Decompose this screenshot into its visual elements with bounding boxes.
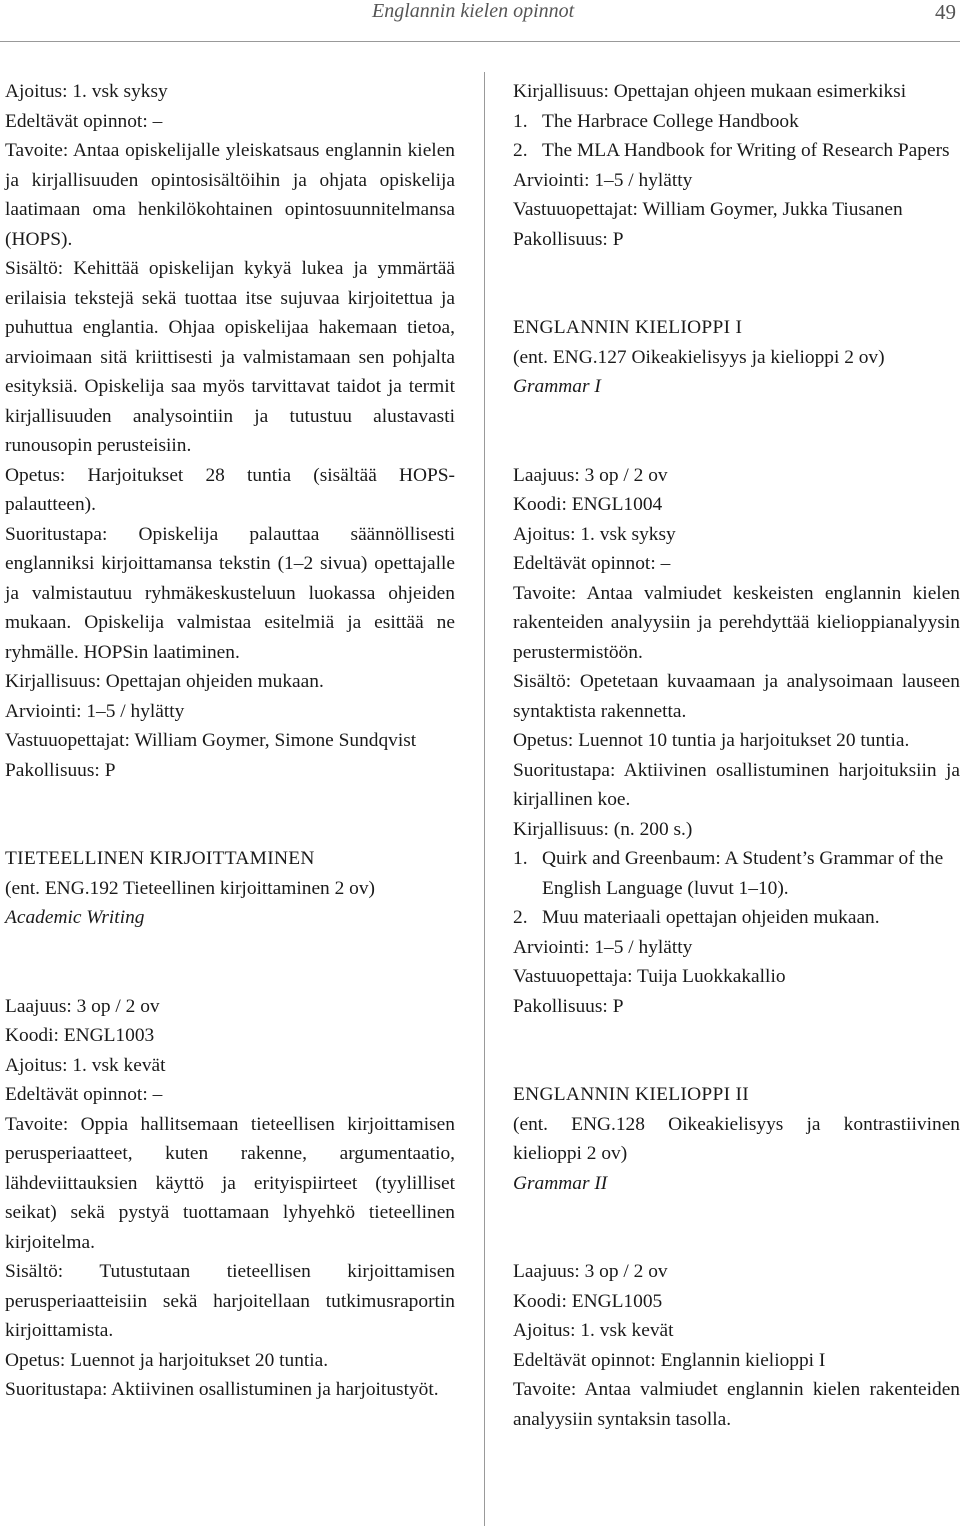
tavoite-field — [5, 136, 455, 254]
koodi-field — [5, 1021, 455, 1051]
sisalto-field — [5, 1257, 455, 1346]
list-number: 1. — [513, 110, 528, 132]
vastuuopettaja-field — [513, 962, 960, 992]
koodi-field — [513, 490, 960, 520]
field-value: Opiskelija palauttaa säännöllisesti englanniksi kirjoittamansa tekstin (1–2 sivua) opettajalle ja valmistautuu ryhmäkeskusteluun luokassa ohjeiden mukaan. Opiskelija valmistaa esitelmiä ja esittää ne ryhmälle. HOPSin laatiminen. — [5, 523, 455, 663]
field-label: Pakollisuus: — [513, 228, 608, 250]
field-value: Kehittää opiskelijan kykyä lukea ja ymmärtää erilaisia tekstejä sekä tuottaa itse sujuvaa kirjoitettua ja puhuttua englantia. Ohjaa opiskelijaa hakemaan tietoa, arvioimaan sitä kriittisesti ja valmistamaan sen pohjalta esityksiä. Opiskelija saa myös tarvittavat taidot ja termit kirjallisuuden analysointiin ja tutustuu alustavasti runousopin perusteisiin. — [5, 258, 455, 456]
field-label: Suoritustapa: — [5, 523, 108, 545]
arviointi-field — [513, 166, 960, 196]
field-value: 3 op / 2 ov — [584, 1261, 668, 1282]
column-divider — [484, 72, 485, 1526]
field-value: – — [152, 1084, 163, 1105]
field-value: 1. vsk kevät — [72, 1054, 166, 1076]
field-label: Pakollisuus: — [5, 759, 100, 781]
opetus-field — [5, 1346, 455, 1376]
vastuuopettajat-field — [5, 726, 455, 756]
field-label: Kirjallisuus: — [5, 671, 101, 692]
literature-item-text: The Harbrace College Handbook — [542, 110, 799, 132]
spacer — [5, 933, 455, 992]
opetus-field — [513, 726, 960, 756]
field-label: Tavoite: — [5, 1113, 69, 1135]
field-label: Laajuus: — [5, 995, 72, 1017]
tavoite-field — [513, 579, 960, 668]
field-label: Edeltävät opinnot: — [5, 110, 148, 132]
pakollisuus-field — [513, 225, 960, 255]
field-value: 1–5 / hylätty — [86, 700, 185, 722]
field-value: 1. vsk syksy — [580, 523, 676, 545]
literature-item-text: Muu materiaali opettajan ohjeiden mukaan. — [542, 907, 880, 928]
field-label: Ajoitus: — [513, 1320, 576, 1341]
field-value: Harjoitukset 28 tuntia (sisältää HOPS-palautteen). — [5, 464, 455, 515]
field-label: Ajoitus: — [5, 1054, 68, 1076]
literature-item — [513, 136, 960, 166]
field-label: Opetus: — [513, 730, 574, 751]
laajuus-field — [513, 1257, 960, 1287]
field-label: Ajoitus: — [513, 523, 576, 545]
field-value: – — [152, 110, 163, 132]
course-title: ENGLANNIN KIELIOPPI I — [513, 317, 743, 338]
edeltavat-field — [513, 1346, 960, 1376]
field-value: Luennot 10 tuntia ja harjoitukset 20 tuntia. — [578, 730, 910, 751]
field-value: 1. vsk kevät — [580, 1320, 674, 1341]
field-value: ENGL1003 — [63, 1025, 155, 1046]
field-label: Arviointi: — [513, 936, 590, 958]
spacer — [513, 254, 960, 313]
kirjallisuus-field — [5, 667, 455, 697]
tavoite-field — [5, 1110, 455, 1258]
ajoitus-field — [5, 77, 455, 107]
field-value: 3 op / 2 ov — [76, 995, 160, 1017]
field-value: – — [660, 553, 671, 574]
list-number: 2. — [513, 907, 528, 928]
laajuus-field — [5, 992, 455, 1022]
field-value: Opettajan ohjeiden mukaan. — [105, 671, 324, 692]
field-label: Koodi: — [513, 494, 567, 515]
laajuus-field — [513, 461, 960, 491]
field-label: Edeltävät opinnot: — [5, 1084, 148, 1105]
right-column — [513, 77, 960, 1434]
suoritustapa-field — [513, 756, 960, 815]
field-value: (n. 200 s.) — [613, 818, 693, 840]
field-value: Opetetaan kuvaamaan ja analysoimaan lauseen syntaktista rakennetta. — [513, 671, 960, 722]
field-value: P — [104, 759, 116, 781]
arviointi-field — [5, 697, 455, 727]
vastuuopettajat-field — [513, 195, 960, 225]
opetus-field — [5, 461, 455, 520]
field-label: Opetus: — [5, 1349, 66, 1371]
field-label: Tavoite: — [5, 140, 69, 161]
course-english-name: Grammar I — [513, 376, 601, 397]
field-value: Englannin kielioppi I — [660, 1349, 826, 1371]
field-value: Aktiivinen osallistuminen harjoituksiin ja kirjallinen koe. — [513, 759, 960, 810]
course-former-code: (ent. ENG.128 Oikeakielisyys ja kontrastiivinen kielioppi 2 ov) — [513, 1113, 960, 1164]
field-label: Tavoite: — [513, 582, 577, 604]
literature-item — [513, 844, 960, 903]
field-label: Arviointi: — [5, 700, 82, 722]
field-value: 1–5 / hylätty — [594, 169, 693, 191]
field-label: Laajuus: — [513, 1261, 580, 1282]
kirjallisuus-field — [513, 815, 960, 845]
field-label: Opetus: — [5, 464, 66, 486]
field-label: Vastuuopettajat: — [513, 199, 638, 220]
course-english-name: Academic Writing — [5, 907, 145, 928]
field-label: Tavoite: — [513, 1379, 577, 1400]
field-label: Edeltävät opinnot: — [513, 553, 656, 574]
field-label: Koodi: — [513, 1290, 567, 1312]
field-label: Laajuus: — [513, 464, 580, 486]
list-number: 1. — [513, 848, 528, 869]
course-title: ENGLANNIN KIELIOPPI II — [513, 1084, 750, 1105]
course-english-name: Grammar II — [513, 1172, 608, 1194]
field-label: Ajoitus: — [5, 81, 68, 102]
left-column — [5, 77, 455, 1405]
field-value: ENGL1004 — [571, 494, 663, 515]
field-value: William Goymer, Simone Sundqvist — [134, 730, 417, 751]
field-label: Koodi: — [5, 1025, 59, 1046]
pakollisuus-field — [513, 992, 960, 1022]
field-label: Kirjallisuus: — [513, 81, 609, 102]
field-label: Vastuuopettaja: — [513, 966, 633, 987]
spacer — [513, 402, 960, 461]
field-value: Aktiivinen osallistuminen ja harjoitustyöt. — [111, 1379, 439, 1400]
field-value: ENGL1005 — [571, 1290, 663, 1312]
edeltavat-field — [5, 107, 455, 137]
field-label: Kirjallisuus: — [513, 818, 609, 840]
field-value: Tutustutaan tieteellisen kirjoittamisen perusperiaatteisiin sekä harjoitellaan tutkimusraportin kirjoittamista. — [5, 1261, 456, 1341]
spacer — [5, 785, 455, 844]
field-value: 1–5 / hylätty — [594, 936, 693, 958]
page-number: 49 — [935, 0, 956, 24]
course-title: TIETEELLINEN KIRJOITTAMINEN — [5, 848, 315, 869]
edeltavat-field — [513, 549, 960, 579]
running-title: Englannin kielen opinnot — [372, 0, 575, 22]
pakollisuus-field — [5, 756, 455, 786]
sisalto-field — [5, 254, 455, 461]
course-former-code: (ent. ENG.192 Tieteellinen kirjoittaminen 2 ov) — [5, 877, 375, 899]
tavoite-field — [513, 1375, 960, 1434]
edeltavat-field — [5, 1080, 455, 1110]
suoritustapa-field — [5, 520, 455, 668]
list-number: 2. — [513, 140, 528, 161]
literature-item — [513, 107, 960, 137]
field-value: Antaa opiskelijalle yleiskatsaus englannin kielen ja kirjallisuuden opintosisältöihin ja ohjata opiskelija laatimaan oma henkilökohtainen opintosuunnitelmansa (HOPS). — [5, 140, 455, 250]
spacer — [513, 1198, 960, 1257]
field-label: Sisältö: — [5, 258, 64, 279]
course-former-code: (ent. ENG.127 Oikeakielisyys ja kielioppi 2 ov) — [513, 346, 885, 368]
koodi-field — [513, 1287, 960, 1317]
running-header — [0, 0, 960, 30]
field-label: Vastuuopettajat: — [5, 730, 130, 751]
field-value: Opettajan ohjeen mukaan esimerkiksi — [613, 81, 907, 102]
ajoitus-field — [513, 1316, 960, 1346]
field-label: Arviointi: — [513, 169, 590, 191]
field-value: 3 op / 2 ov — [584, 464, 668, 486]
field-value: Luennot ja harjoitukset 20 tuntia. — [70, 1349, 329, 1371]
sisalto-field — [513, 667, 960, 726]
ajoitus-field — [5, 1051, 455, 1081]
field-label: Pakollisuus: — [513, 995, 608, 1017]
field-value: 1. vsk syksy — [72, 81, 168, 102]
field-label: Suoritustapa: — [5, 1379, 108, 1400]
arviointi-field — [513, 933, 960, 963]
field-label: Sisältö: — [513, 671, 572, 692]
kirjallisuus-field — [513, 77, 960, 107]
literature-item — [513, 903, 960, 933]
literature-item-text: Quirk and Greenbaum: A Student’s Grammar of the English Language (luvut 1–10). — [542, 848, 944, 899]
suoritustapa-field — [5, 1375, 455, 1405]
field-label: Suoritustapa: — [513, 759, 616, 781]
literature-item-text: The MLA Handbook for Writing of Research Papers — [542, 140, 950, 161]
field-value: William Goymer, Jukka Tiusanen — [642, 199, 903, 220]
ajoitus-field — [513, 520, 960, 550]
field-label: Edeltävät opinnot: — [513, 1349, 656, 1371]
field-value: P — [612, 228, 624, 250]
field-value: P — [612, 995, 624, 1017]
field-value: Oppia hallitsemaan tieteellisen kirjoittamisen perusperiaatteet, kuten rakenne, argumentaatio, lähdeviittauksien käyttö ja erityispiirteet (tyylilliset seikat) sekä pystyä tuottamaan lyhyehkö tieteellinen kirjoitelma. — [5, 1113, 455, 1253]
field-value: Antaa valmiudet englannin kielen rakenteiden analyysiin syntaksin tasolla. — [513, 1379, 960, 1430]
field-value: Tuija Luokkakallio — [637, 966, 786, 987]
spacer — [513, 1021, 960, 1080]
header-rule — [0, 41, 960, 42]
field-value: Antaa valmiudet keskeisten englannin kielen rakenteiden analyysiin ja perehdyttää kielioppianalyysin perustermistöön. — [513, 582, 960, 663]
field-label: Sisältö: — [5, 1261, 64, 1282]
